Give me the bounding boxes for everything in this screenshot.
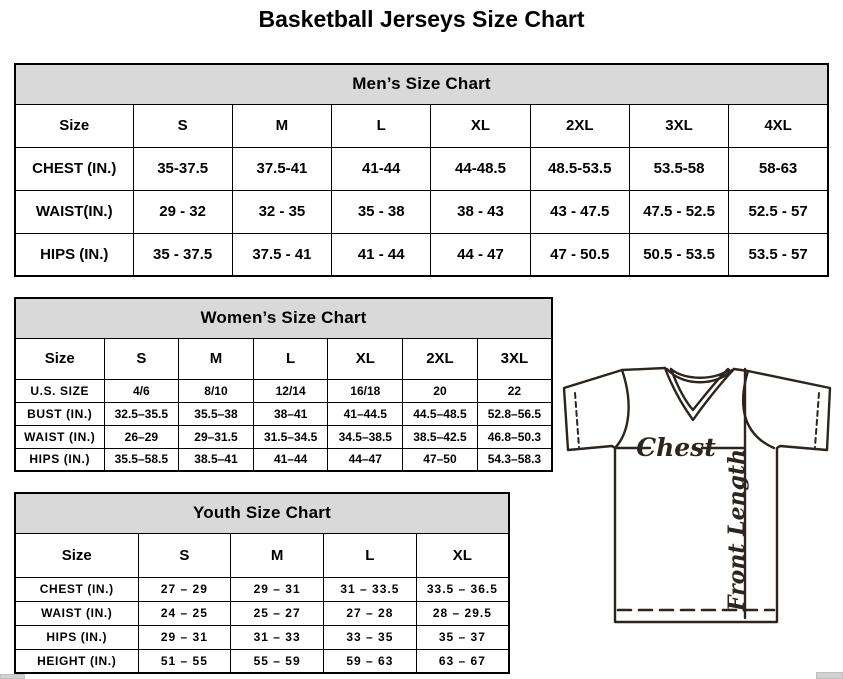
- value-cell: 54.3–58.3: [477, 448, 552, 471]
- youth-size-chart-table: [14, 492, 510, 674]
- column-header: 3XL: [477, 338, 552, 379]
- value-cell: 28 – 29.5: [416, 601, 509, 625]
- column-header: XL: [431, 104, 530, 147]
- value-cell: 12/14: [253, 379, 328, 402]
- column-header: Size: [15, 533, 138, 577]
- value-cell: 44–47: [328, 448, 403, 471]
- value-cell: 59 – 63: [324, 649, 417, 673]
- column-header: L: [324, 533, 417, 577]
- mens-size-chart-table: [14, 63, 829, 277]
- right-cuff-dashed-line: [815, 393, 819, 447]
- womens-size-chart-table: [14, 297, 553, 472]
- size-table: [14, 297, 553, 472]
- value-cell: 51 – 55: [138, 649, 231, 673]
- jersey-measurement-diagram: [558, 360, 840, 628]
- value-cell: 38.5–41: [179, 448, 254, 471]
- value-cell: 27 – 28: [324, 601, 417, 625]
- column-header: 3XL: [629, 104, 728, 147]
- value-cell: 47–50: [403, 448, 478, 471]
- value-cell: 63 – 67: [416, 649, 509, 673]
- scrollbar-fragment-right[interactable]: [816, 672, 843, 679]
- page-title: Basketball Jerseys Size Chart: [258, 6, 585, 32]
- value-cell: 58-63: [729, 147, 828, 190]
- column-header: M: [179, 338, 254, 379]
- value-cell: 47 - 50.5: [530, 233, 629, 276]
- value-cell: 50.5 - 53.5: [629, 233, 728, 276]
- table-row: [15, 625, 509, 649]
- value-cell: 47.5 - 52.5: [629, 190, 728, 233]
- table-row: [15, 448, 552, 471]
- value-cell: 35 – 37: [416, 625, 509, 649]
- value-cell: 41–44.5: [328, 402, 403, 425]
- size-table: [14, 492, 510, 674]
- table-row: [15, 649, 509, 673]
- value-cell: 44-48.5: [431, 147, 530, 190]
- value-cell: 29 – 31: [138, 625, 231, 649]
- value-cell: 35.5–58.5: [104, 448, 179, 471]
- table-title: Youth Size Chart: [15, 493, 509, 533]
- value-cell: 35-37.5: [133, 147, 232, 190]
- row-label: WAIST (IN.): [15, 425, 104, 448]
- column-header: S: [133, 104, 232, 147]
- value-cell: 53.5 - 57: [729, 233, 828, 276]
- row-label: BUST (IN.): [15, 402, 104, 425]
- row-label: HEIGHT (IN.): [15, 649, 138, 673]
- value-cell: 41-44: [332, 147, 431, 190]
- scrollbar-fragment-left[interactable]: [0, 674, 25, 679]
- value-cell: 37.5-41: [232, 147, 331, 190]
- value-cell: 35 - 37.5: [133, 233, 232, 276]
- table-title: Women’s Size Chart: [15, 298, 552, 338]
- value-cell: 43 - 47.5: [530, 190, 629, 233]
- chest-label: Chest: [636, 433, 716, 462]
- table-row: [15, 577, 509, 601]
- value-cell: 31.5–34.5: [253, 425, 328, 448]
- value-cell: 38–41: [253, 402, 328, 425]
- table-row: [15, 379, 552, 402]
- size-table: [14, 63, 829, 277]
- value-cell: 44 - 47: [431, 233, 530, 276]
- value-cell: 26–29: [104, 425, 179, 448]
- column-header: XL: [328, 338, 403, 379]
- value-cell: 34.5–38.5: [328, 425, 403, 448]
- value-cell: 31 – 33.5: [324, 577, 417, 601]
- value-cell: 55 – 59: [231, 649, 324, 673]
- column-header: XL: [416, 533, 509, 577]
- value-cell: 25 – 27: [231, 601, 324, 625]
- table-row: [15, 147, 828, 190]
- column-header: S: [104, 338, 179, 379]
- value-cell: 37.5 - 41: [232, 233, 331, 276]
- value-cell: 29 - 32: [133, 190, 232, 233]
- left-armhole-seam: [615, 370, 629, 448]
- table-row: [15, 190, 828, 233]
- column-header: 2XL: [403, 338, 478, 379]
- value-cell: 27 – 29: [138, 577, 231, 601]
- value-cell: 33 – 35: [324, 625, 417, 649]
- row-label: HIPS (IN.): [15, 625, 138, 649]
- value-cell: 24 – 25: [138, 601, 231, 625]
- table-title: Men’s Size Chart: [15, 64, 828, 104]
- row-label: U.S. SIZE: [15, 379, 104, 402]
- column-header: M: [232, 104, 331, 147]
- table-row: [15, 402, 552, 425]
- row-label: WAIST (IN.): [15, 601, 138, 625]
- value-cell: 16/18: [328, 379, 403, 402]
- row-label: HIPS (IN.): [15, 448, 104, 471]
- column-header: M: [231, 533, 324, 577]
- column-header: Size: [15, 104, 133, 147]
- value-cell: 29–31.5: [179, 425, 254, 448]
- value-cell: 32.5–35.5: [104, 402, 179, 425]
- left-cuff-dashed-line: [575, 393, 579, 447]
- value-cell: 38.5–42.5: [403, 425, 478, 448]
- column-header: L: [332, 104, 431, 147]
- value-cell: 46.8–50.3: [477, 425, 552, 448]
- value-cell: 29 – 31: [231, 577, 324, 601]
- row-label: WAIST(IN.): [15, 190, 133, 233]
- value-cell: 41 - 44: [332, 233, 431, 276]
- table-row: [15, 233, 828, 276]
- value-cell: 35 - 38: [332, 190, 431, 233]
- value-cell: 22: [477, 379, 552, 402]
- value-cell: 33.5 – 36.5: [416, 577, 509, 601]
- value-cell: 44.5–48.5: [403, 402, 478, 425]
- row-label: CHEST (IN.): [15, 577, 138, 601]
- value-cell: 53.5-58: [629, 147, 728, 190]
- value-cell: 8/10: [179, 379, 254, 402]
- column-header: 2XL: [530, 104, 629, 147]
- column-header: 4XL: [729, 104, 828, 147]
- column-header: Size: [15, 338, 104, 379]
- value-cell: 48.5-53.5: [530, 147, 629, 190]
- row-label: HIPS (IN.): [15, 233, 133, 276]
- row-label: CHEST (IN.): [15, 147, 133, 190]
- value-cell: 38 - 43: [431, 190, 530, 233]
- table-row: [15, 601, 509, 625]
- front-length-label: Front Length: [724, 448, 750, 612]
- value-cell: 31 – 33: [231, 625, 324, 649]
- value-cell: 52.8–56.5: [477, 402, 552, 425]
- value-cell: 32 - 35: [232, 190, 331, 233]
- value-cell: 52.5 - 57: [729, 190, 828, 233]
- value-cell: 35.5–38: [179, 402, 254, 425]
- right-armhole-seam: [743, 371, 774, 448]
- table-row: [15, 425, 552, 448]
- column-header: L: [253, 338, 328, 379]
- value-cell: 20: [403, 379, 478, 402]
- value-cell: 4/6: [104, 379, 179, 402]
- value-cell: 41–44: [253, 448, 328, 471]
- column-header: S: [138, 533, 231, 577]
